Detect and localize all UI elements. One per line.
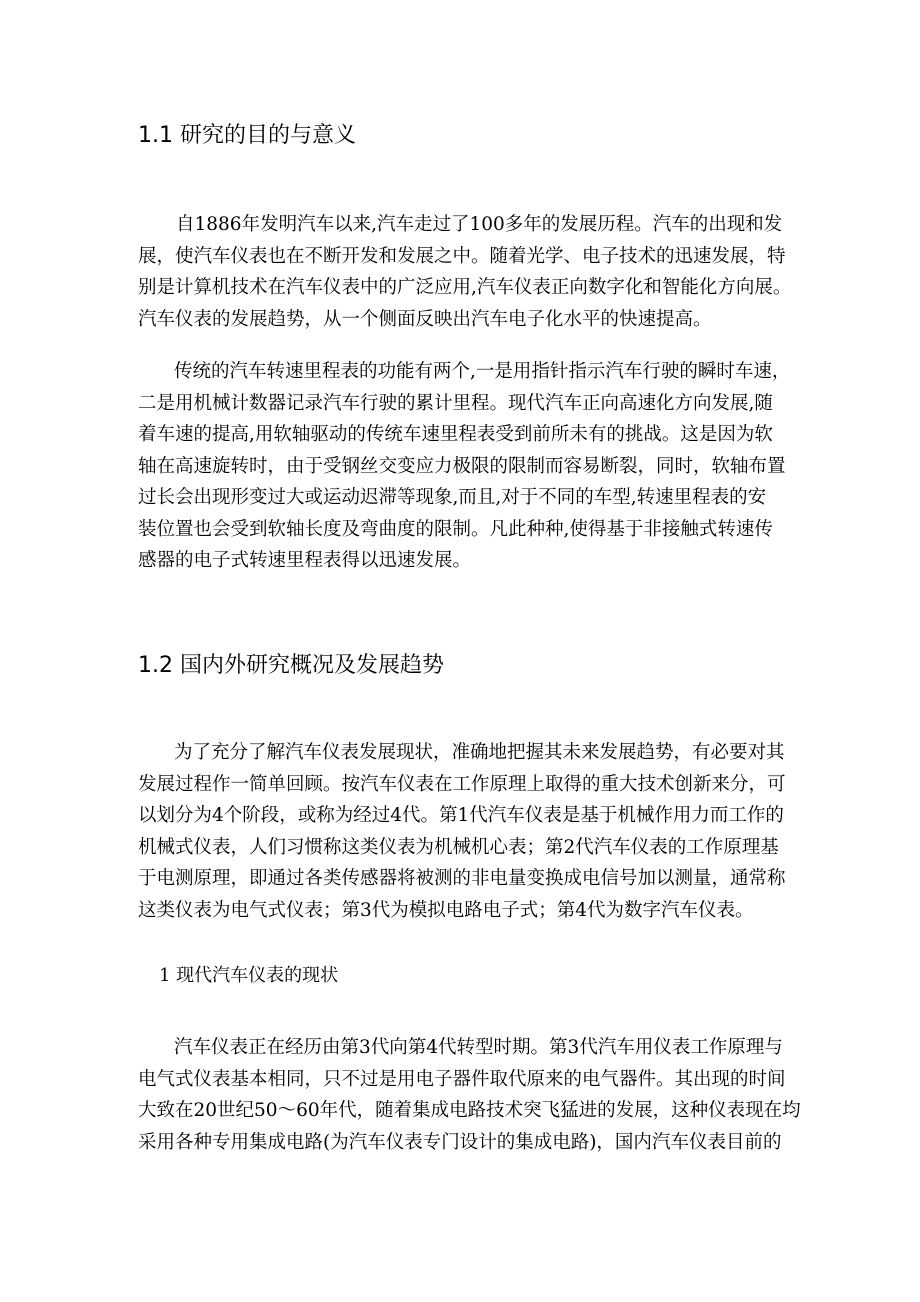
- paragraph-line: 这类仪表为电气式仪表；第3代为模拟电路电子式；第4代为数字汽车仪表。: [138, 899, 754, 921]
- paragraph-line: 于电测原理，即通过各类传感器将被测的非电量变换成电信号加以测量，通常称: [138, 868, 786, 889]
- paragraph-line: 自1886年发明汽车以来,汽车走过了100多年的发展历程。汽车的出现和发: [176, 214, 783, 235]
- section-heading-1-1: 1.1 研究的目的与意义: [138, 123, 356, 148]
- paragraph-line: 机械式仪表，人们习惯称这类仪表为机械机心表；第2代汽车仪表的工作原理基: [138, 836, 779, 858]
- paragraph-line: 以划分为4个阶段，或称为经过4代。第1代汽车仪表是基于机械作用力而工作的: [138, 805, 784, 826]
- paragraph-transition: [138, 1032, 801, 1158]
- paragraph-line: 传统的汽车转速里程表的功能有两个,一是用指针指示汽车行驶的瞬时车速，: [174, 361, 791, 382]
- paragraph-line: 感器的电子式转速里程表得以迅速发展。: [138, 550, 472, 571]
- paragraph-line: 轴在高速旋转时，由于受钢丝交变应力极限的限制而容易断裂，同时，软轴布置: [138, 455, 786, 477]
- paragraph-overview: [138, 737, 798, 926]
- paragraph-line: 别是计算机技术在汽车仪表中的广泛应用,汽车仪表正向数字化和智能化方向展。: [138, 277, 792, 298]
- paragraph-line: 大致在20世纪50～60年代，随着集成电路技术突飞猛进的发展，这种仪表现在均: [138, 1100, 801, 1121]
- paragraph-line: 汽车仪表正在经历由第3代向第4代转型时期。第3代汽车用仪表工作原理与: [174, 1037, 783, 1058]
- paragraph-line: 采用各种专用集成电路(为汽车仪表专门设计的集成电路)，国内汽车仪表目前的: [138, 1131, 782, 1153]
- section-heading-1-2: 1.2 国内外研究概况及发展趋势: [138, 653, 444, 678]
- subheading-current-status: 1 现代汽车仪表的现状: [159, 965, 339, 986]
- paragraph-speedometer: [138, 356, 798, 577]
- paragraph-line: 汽车仪表的发展趋势，从一个侧面反映出汽车电子化水平的快速提高。: [138, 308, 712, 330]
- paragraph-line: 二是用机械计数器记录汽车行驶的累计里程。现代汽车正向高速化方向发展,随: [138, 392, 773, 414]
- paragraph-history: [138, 209, 798, 335]
- paragraph-line: 过长会出现形变过大或运动迟滞等现象,而且,对于不同的车型,转速里程表的安: [138, 487, 767, 508]
- paragraph-line: 为了充分了解汽车仪表发展现状，准确地把握其未来发展趋势，有必要对其: [174, 742, 785, 763]
- paragraph-line: 发展过程作一简单回顾。按汽车仪表在工作原理上取得的重大技术创新来分，可: [138, 773, 786, 795]
- paragraph-line: 展，使汽车仪表也在不断开发和发展之中。随着光学、电子技术的迅速发展，特: [138, 245, 786, 267]
- paragraph-line: 着车速的提高,用软轴驱动的传统车速里程表受到前所未有的挑战。这是因为软: [138, 424, 773, 445]
- paragraph-line: 装位置也会受到软轴长度及弯曲度的限制。凡此种种,使得基于非接触式转速传: [138, 518, 773, 540]
- paragraph-line: 电气式仪表基本相同，只不过是用电子器件取代原来的电气器件。其出现的时间: [138, 1068, 786, 1090]
